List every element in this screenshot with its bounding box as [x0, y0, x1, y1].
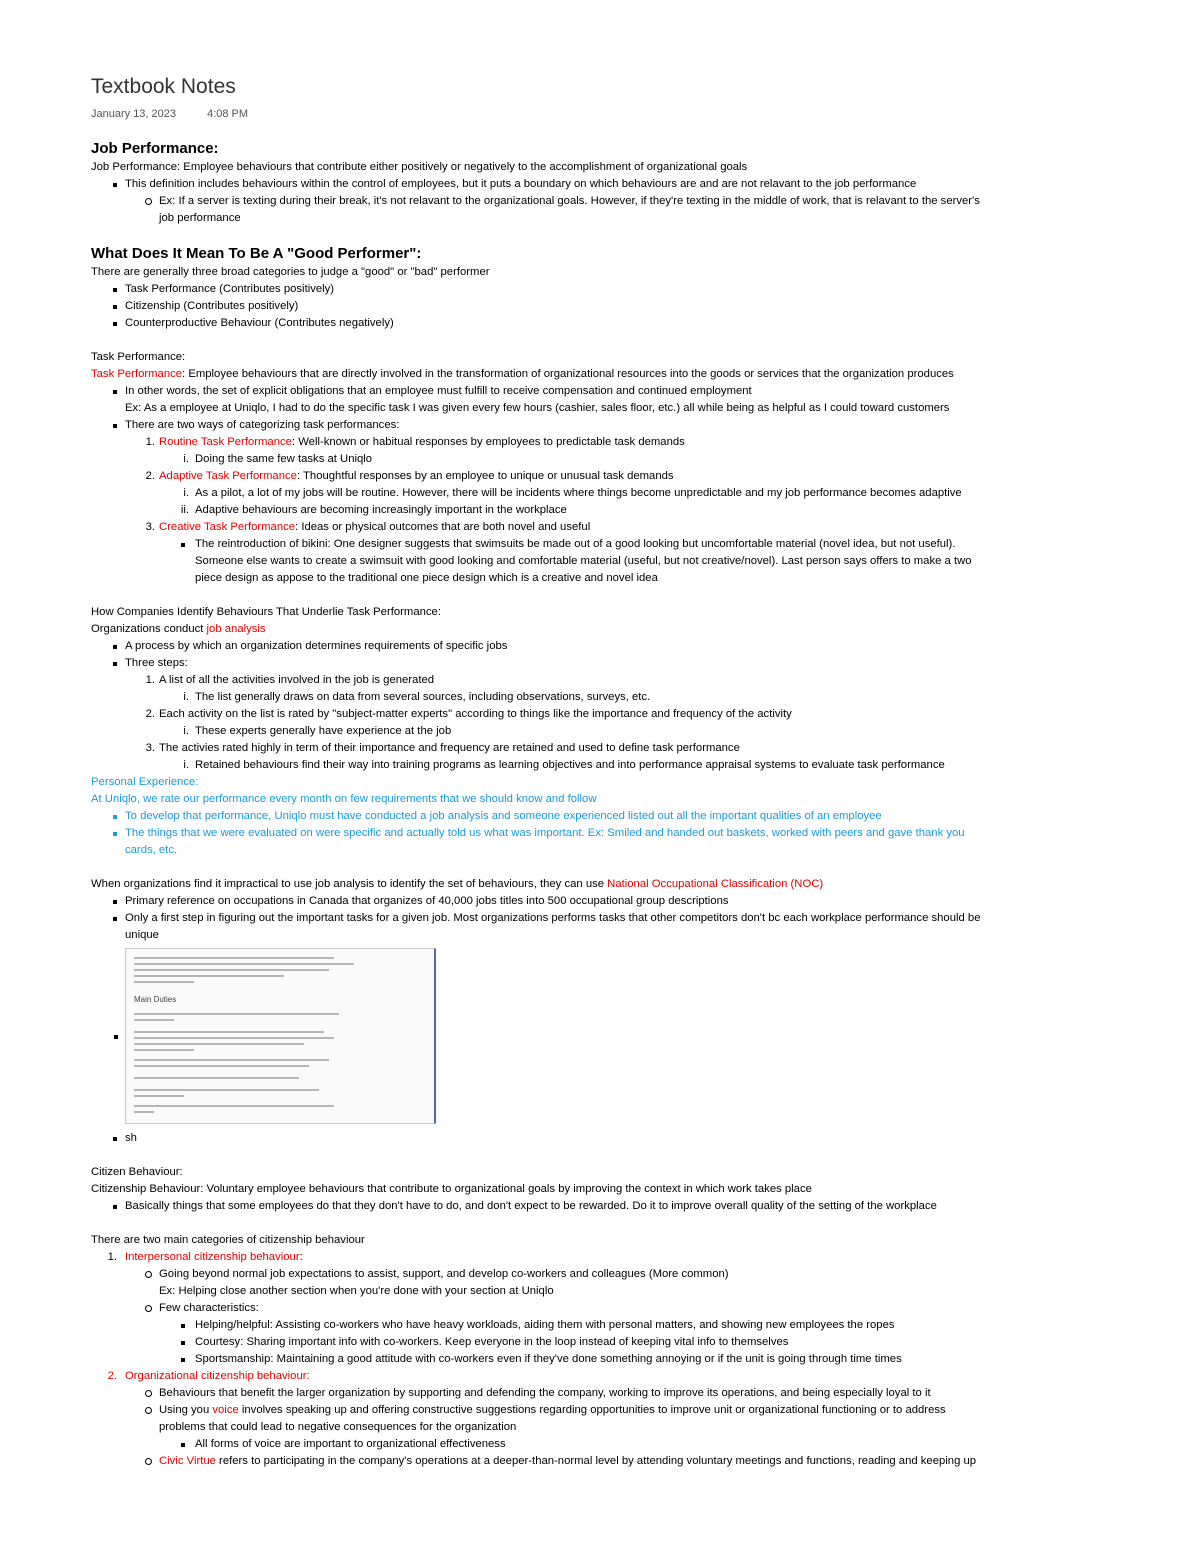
citizenship-list: [91, 1198, 1121, 1215]
list-item: All forms of voice are important to organizational effectiveness: [91, 1436, 1121, 1453]
personal-experience-list: [91, 808, 1121, 859]
list-item-numbered: 3. The activies rated highly in term of their importance and frequency are retained and used to define task performance: [91, 740, 1121, 757]
list-item: The things that we were evaluated on were specific and actually told us what was important. Ex: Smiled and handed out baskets, worked with peers and gave thank you: [91, 825, 1121, 842]
list-item: Basically things that some employees do that they don't have to do, and don't expect to be rewarded. Do it to improve overall quality of the setting of the workplace: [91, 1198, 1121, 1215]
list-item: Task Performance (Contributes positively): [91, 281, 1121, 298]
list-item-numbered: 3. Creative Task Performance: Ideas or physical outcomes that are both novel and useful: [91, 519, 1121, 536]
list-item: Using you voice involves speaking up and offering constructive suggestions regarding opportunities to improve unit or organizational functioning or to address: [91, 1402, 1121, 1419]
list-item: This definition includes behaviours within the control of employees, but it puts a boundary on which behaviours are and are not relavant to the job performance: [91, 176, 1121, 193]
page-meta: [91, 108, 1121, 122]
noc-screenshot-image: [125, 948, 436, 1124]
list-item: Courtesy: Sharing important info with co-workers. Keep everyone in the loop instead of keeping vital info to themselves: [91, 1334, 1121, 1351]
list-item-example: Ex: As a employee at Uniqlo, I had to do the specific task I was given every few hours (cashier, sales floor, etc.) all while being as helpful as I could toward customers: [125, 402, 950, 414]
list-item-continued: unique: [125, 929, 159, 941]
term-task-performance: Task Performance: [91, 368, 183, 380]
list-item: Counterproductive Behaviour (Contributes negatively): [91, 315, 1121, 332]
list-item: Citizenship (Contributes positively): [91, 298, 1121, 315]
list-item: In other words, the set of explicit obligations that an employee must fulfill to receive compensation and continued employment: [91, 383, 1121, 400]
good-performer-intro: There are generally three broad categories to judge a "good" or "bad" performer: [91, 266, 490, 278]
sh-list: [91, 1130, 1121, 1147]
list-item-roman: ii. Adaptive behaviours are becoming increasingly important in the workplace: [91, 502, 1121, 519]
noc-line: When organizations find it impractical to use job analysis to identify the set of behaviours, they can use National Occupational Classification (NOC): [91, 878, 824, 890]
list-item-roman: i. Retained behaviours find their way into training programs as learning objectives and into performance appraisal systems to evaluate task performance: [91, 757, 1121, 774]
term-job-analysis: job analysis: [206, 623, 266, 635]
page-date: January 13, 2023: [91, 108, 177, 120]
list-item: To develop that performance, Uniqlo must have conducted a job analysis and someone experienced listed out all the important qualities of an employee: [91, 808, 1121, 825]
term-noc: National Occupational Classification (NOC): [607, 878, 824, 890]
list-item-example: Ex: Helping close another section when you're done with your section at Uniqlo: [159, 1285, 554, 1297]
noc-list: [91, 893, 1121, 944]
list-item-continued: cards, etc.: [125, 844, 178, 856]
list-item-continued: piece design as appose to the traditional one piece design which is a creative and novel idea: [195, 572, 658, 584]
personal-experience-line: At Uniqlo, we rate our performance every month on few requirements that we should know and follow: [91, 793, 597, 805]
list-item: Civic Virtue refers to participating in the company's operations at a deeper-than-normal level by attending voluntary meetings and functions, reading and keeping up: [91, 1453, 1121, 1470]
list-item-roman: i. The list generally draws on data from several sources, including observations, surveys, etc.: [91, 689, 1121, 706]
list-item: sh: [91, 1130, 1121, 1147]
list-item-continued: Someone else wants to create a swimsuit with good looking and comfortable material (useful, but not creative/novel). Last person says offers to make a two: [195, 555, 972, 567]
job-analysis-list: [91, 638, 1121, 774]
list-item-roman: i. Doing the same few tasks at Uniqlo: [91, 451, 1121, 468]
page-time: 4:08 PM: [207, 108, 249, 120]
list-item-roman: i. These experts generally have experience at the job: [91, 723, 1121, 740]
job-analysis-label: How Companies Identify Behaviours That Underlie Task Performance:: [91, 606, 441, 618]
citizen-behaviour-label: Citizen Behaviour:: [91, 1166, 183, 1178]
heading-job-performance: Job Performance:: [91, 140, 219, 157]
list-item: Few characteristics:: [91, 1300, 1121, 1317]
list-item: The reintroduction of bikini: One designer suggests that swimsuits be made out of a good looking but uncomfortable material (novel idea, but not useful).: [91, 536, 1121, 553]
job-performance-definition: Job Performance: Employee behaviours that contribute either positively or negatively to the accomplishment of organizational goals: [91, 161, 748, 173]
list-item-continued: job performance: [159, 212, 241, 224]
list-item: Primary reference on occupations in Canada that organizes of 40,000 jobs titles into 500 occupational group descriptions: [91, 893, 1121, 910]
list-item-numbered: 1. A list of all the activities involved in the job is generated: [91, 672, 1121, 689]
bullet-icon: [114, 1035, 118, 1039]
list-item-roman: i. As a pilot, a lot of my jobs will be routine. However, there will be incidents where things become unpredictable and my job performance becomes adaptive: [91, 485, 1121, 502]
list-item: Three steps:: [91, 655, 1121, 672]
list-item-numbered: 2. Each activity on the list is rated by "subject-matter experts" according to things like the importance and frequency of the activity: [91, 706, 1121, 723]
notes-page: [91, 72, 1121, 1470]
citizenship-definition: Citizenship Behaviour: Voluntary employee behaviours that contribute to organizational goals by improving the context in which work takes place: [91, 1183, 812, 1195]
list-item-numbered: 2. Organizational citizenship behaviour:: [91, 1368, 1121, 1385]
list-item-numbered: 1. Routine Task Performance: Well-known or habitual responses by employees to predictable task demands: [91, 434, 1121, 451]
list-item: Going beyond normal job expectations to assist, support, and develop co-workers and colleagues (More common): [91, 1266, 1121, 1283]
list-item: Behaviours that benefit the larger organization by supporting and defending the company, working to improve its operations, and being especially loyal to it: [91, 1385, 1121, 1402]
page-title: Textbook Notes: [91, 75, 236, 98]
citizenship-categories-list: [91, 1249, 1121, 1470]
list-item: Helping/helpful: Assisting co-workers who have heavy workloads, aiding them with personal matters, and showing new employees the ropes: [91, 1317, 1121, 1334]
list-item: A process by which an organization determines requirements of specific jobs: [91, 638, 1121, 655]
list-item: Only a first step in figuring out the important tasks for a given job. Most organizations performs tasks that other competitors don't bc each workplace performance should be: [91, 910, 1121, 927]
list-item-continued: problems that could lead to negative consequences for the organization: [159, 1421, 517, 1433]
task-performance-label: Task Performance:: [91, 351, 186, 363]
list-item: Ex: If a server is texting during their break, it's not relavant to the organizational goals. However, if they're texting in the middle of work, that is relavant to the server's: [91, 193, 1121, 210]
heading-good-performer: What Does It Mean To Be A "Good Performer":: [91, 245, 422, 262]
list-item: There are two ways of categorizing task performances:: [91, 417, 1121, 434]
job-performance-list: [91, 176, 1121, 227]
list-item-numbered: 1. Interpersonal citizenship behaviour:: [91, 1249, 1121, 1266]
job-analysis-line: Organizations conduct job analysis: [91, 623, 266, 635]
performer-categories-list: [91, 281, 1121, 332]
thumb-heading: Main Duties: [134, 995, 177, 1004]
task-performance-definition: Task Performance: Employee behaviours that are directly involved in the transformation of organizational resources into the goods or services that the organization produces: [91, 368, 954, 380]
citizenship-categories-intro: There are two main categories of citizenship behaviour: [91, 1234, 365, 1246]
list-item-numbered: 2. Adaptive Task Performance: Thoughtful responses by an employee to unique or unusual task demands: [91, 468, 1121, 485]
task-performance-list: [91, 383, 1121, 587]
list-item: Sportsmanship: Maintaining a good attitude with co-workers even if they've done something annoying or if the unit is going through time times: [91, 1351, 1121, 1368]
personal-experience-label: Personal Experience:: [91, 776, 199, 788]
